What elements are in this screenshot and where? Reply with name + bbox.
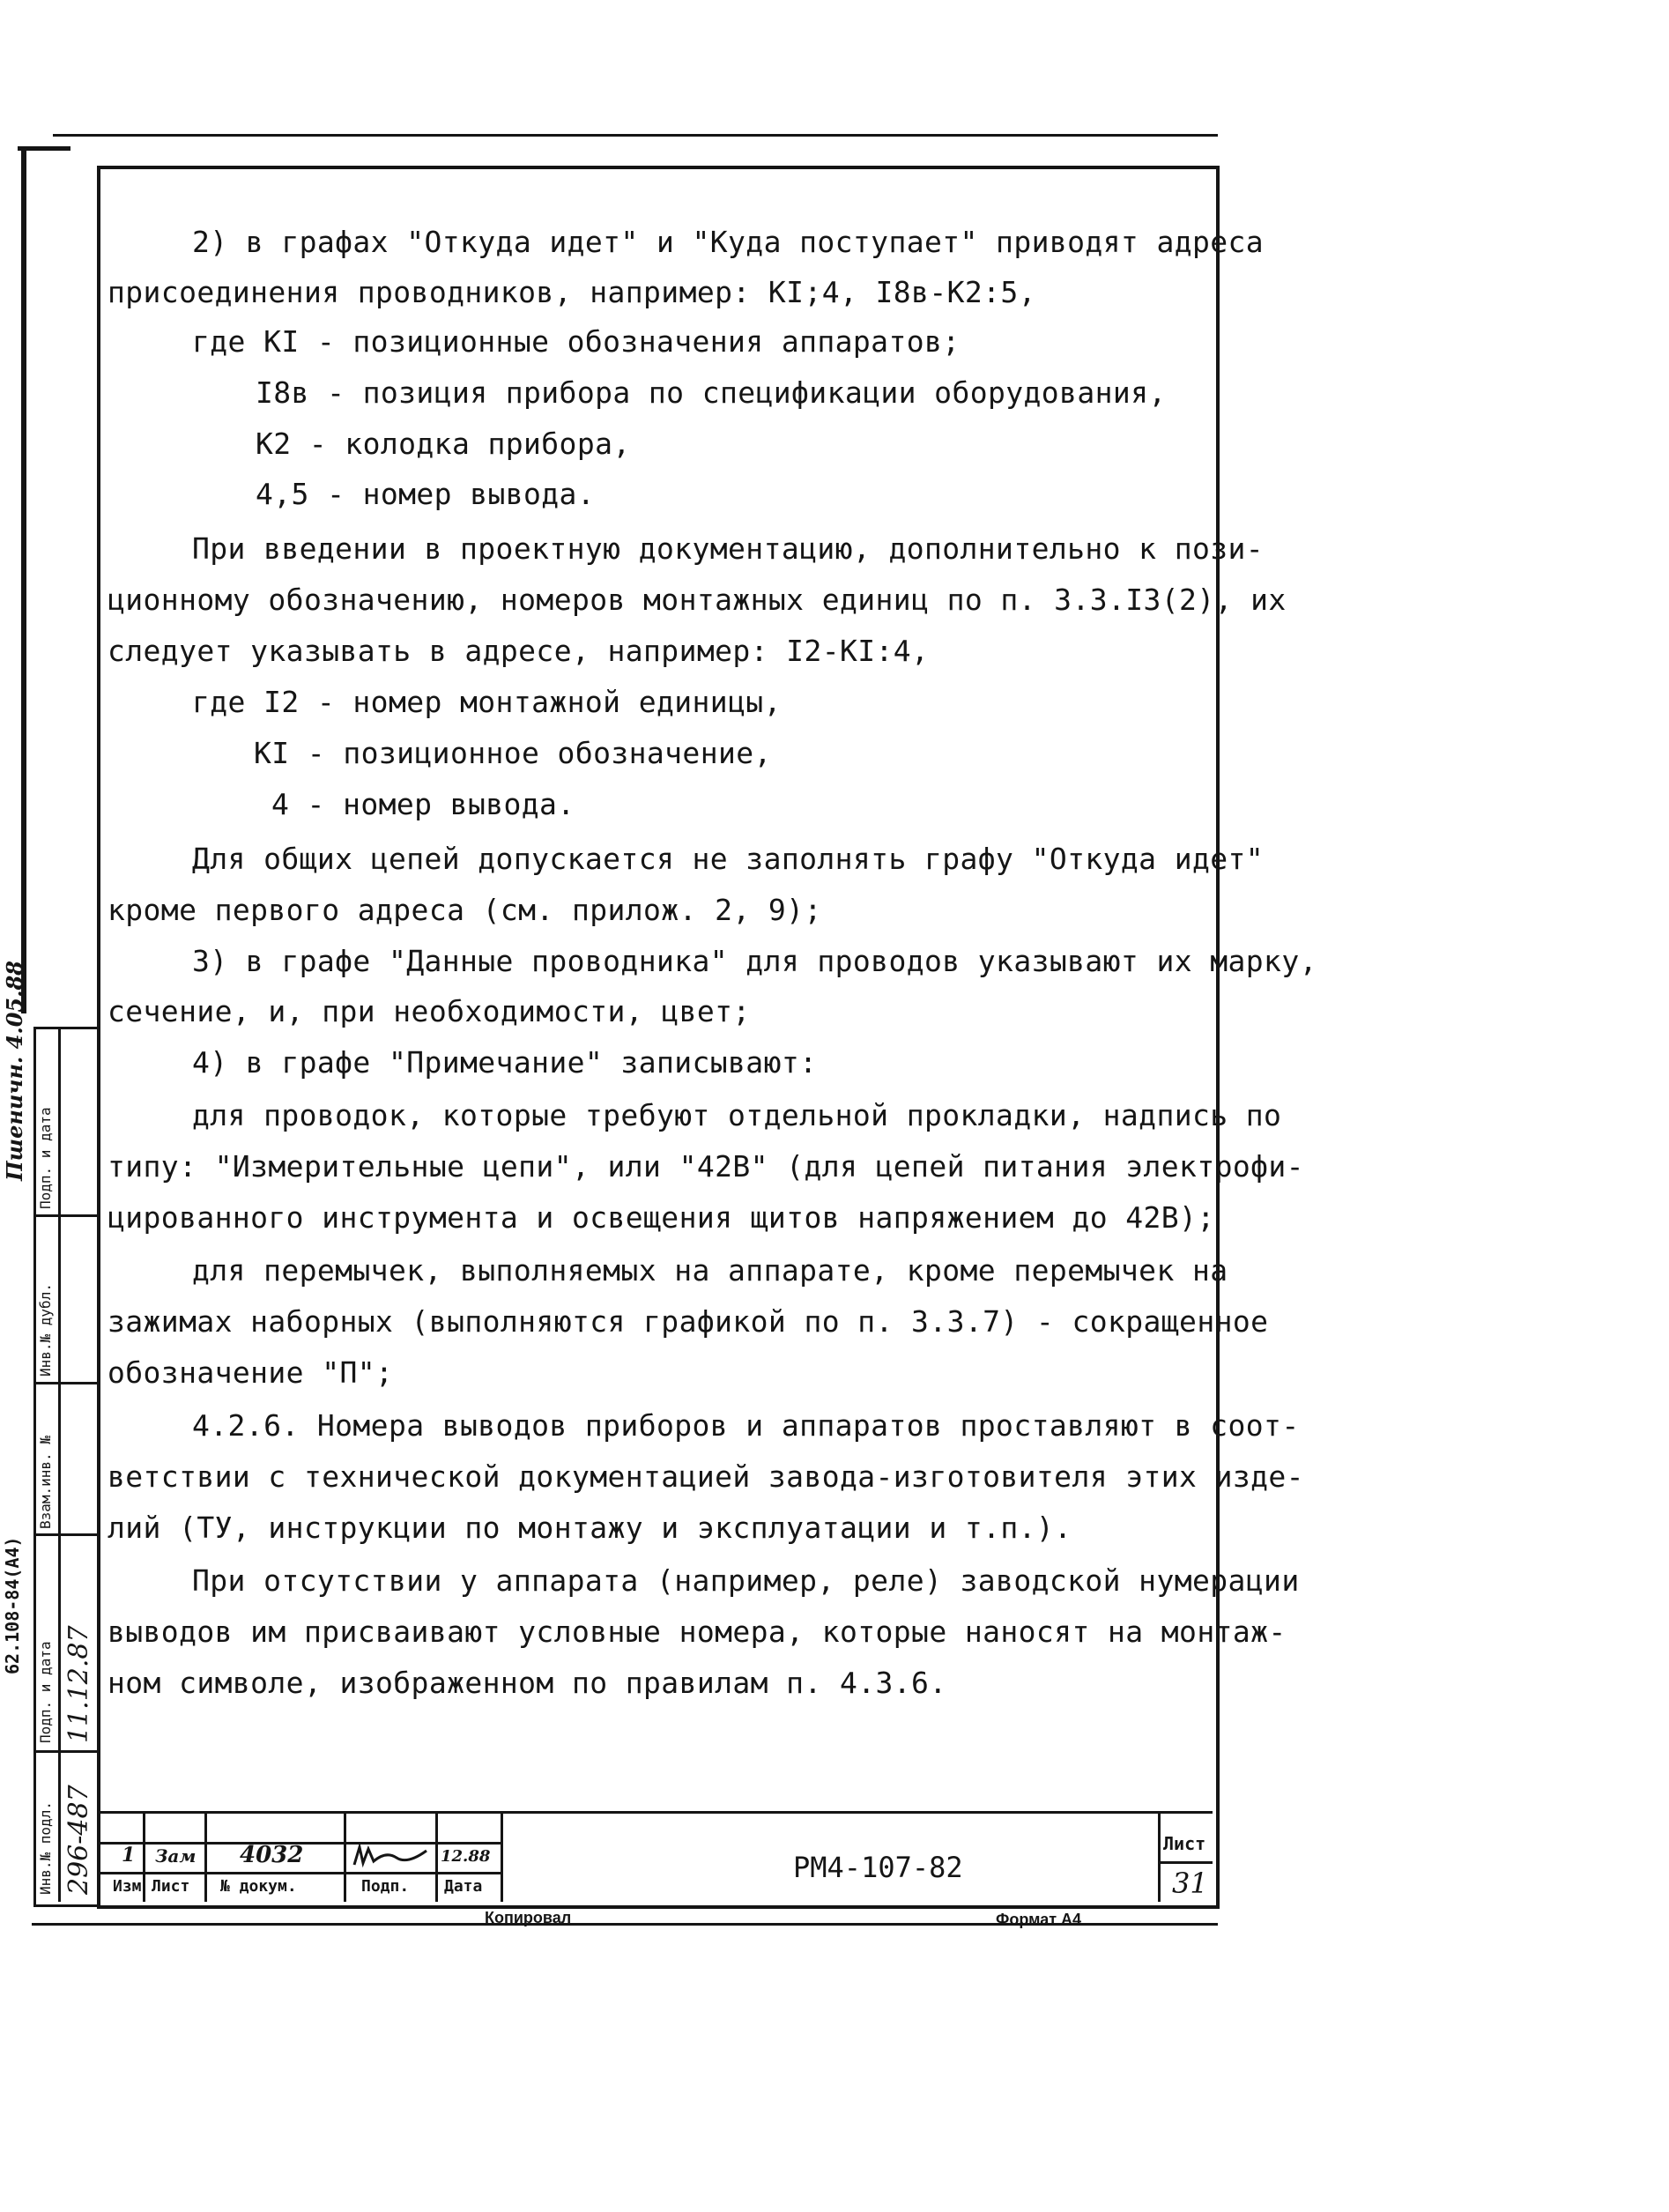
- text-line: ветствии с технической документацией завода-изготовителя этих изде-: [108, 1459, 1304, 1494]
- text-line: цированного инструмента и освещения щитов напряжением до 42В);: [108, 1200, 1215, 1235]
- text-line: 4,5 - номер вывода.: [256, 477, 596, 511]
- title-block-col-rule: [501, 1811, 503, 1902]
- footer-format: Формат А4: [996, 1911, 1082, 1928]
- header-signature: Подп.: [361, 1877, 410, 1896]
- header-izm: Изм: [113, 1877, 142, 1896]
- side-label-inv-podl: Инв.№ подл.: [37, 1801, 54, 1895]
- text-line: 2) в графах "Откуда идет" и "Куда поступает" приводят адреса: [192, 225, 1265, 259]
- document-code: РМ4-107-82: [793, 1851, 963, 1884]
- text-line: ном символе, изображенном по правилам п. 4.3.6.: [108, 1666, 947, 1700]
- text-line: 4 - номер вывода.: [271, 787, 575, 821]
- text-line: следует указывать в адресе, например: I2-КI:4,: [108, 634, 930, 668]
- side-stamp-cell-rule: [33, 1382, 97, 1384]
- side-label-podp-data: Подп. и дата: [37, 1641, 54, 1743]
- revision-number: 1: [122, 1844, 136, 1867]
- text-line: где КI - позиционные обозначения аппаратов;: [192, 324, 961, 359]
- header-doc-number: № докум.: [220, 1877, 297, 1896]
- revision-signature: [351, 1842, 430, 1870]
- form-code: 62.108-84(A4): [2, 1536, 23, 1674]
- footer-copied: Копировал: [485, 1909, 572, 1926]
- side-label-podp-data-2: Подп. и дата: [37, 1107, 54, 1209]
- text-line: I8в - позиция прибора по спецификации оборудования,: [256, 375, 1167, 410]
- side-stamp-cell-rule: [33, 1750, 97, 1753]
- text-line: выводов им присваивают условные номера, которые наносят на монтаж-: [108, 1614, 1287, 1649]
- text-line: для проводок, которые требуют отдельной прокладки, надпись по: [192, 1098, 1282, 1132]
- title-block-col-rule: [344, 1811, 346, 1902]
- sheet-number: 31: [1172, 1867, 1208, 1900]
- text-line: обозначение "П";: [108, 1355, 394, 1390]
- binding-edge: [21, 150, 26, 1013]
- text-line: ционному обозначению, номеров монтажных единиц по п. 3.3.I3(2), их: [108, 583, 1287, 617]
- revision-sheet: Зам: [155, 1845, 197, 1867]
- handwritten-date: 11.12.87: [63, 1625, 94, 1743]
- text-line: сечение, и, при необходимости, цвет;: [108, 994, 751, 1028]
- text-line: 4) в графе "Примечание" записывают:: [192, 1045, 818, 1080]
- text-line: лий (ТУ, инструкции по монтажу и эксплуатации и т.п.).: [108, 1511, 1072, 1545]
- title-block-col-rule: [435, 1811, 438, 1902]
- title-block-sheet-rule: [1158, 1861, 1213, 1864]
- title-block-top-rule: [97, 1811, 1213, 1814]
- handwritten-inv-number: 296-487: [63, 1785, 94, 1895]
- text-line: присоединения проводников, например: КI;4, I8в-К2:5,: [108, 275, 1036, 309]
- text-line: для перемычек, выполняемых на аппарате, кроме перемычек на: [192, 1253, 1228, 1288]
- text-line: кроме первого адреса (см. прилож. 2, 9);: [108, 893, 822, 927]
- text-line: зажимах наборных (выполняются графикой по п. 3.3.7) - сокращенное: [108, 1304, 1269, 1339]
- text-line: КI - позиционное обозначение,: [254, 736, 772, 770]
- side-stamp-cell-rule: [33, 1533, 97, 1536]
- text-line: При отсутствии у аппарата (например, реле) заводской нумерации: [192, 1563, 1300, 1598]
- title-block-col-rule: [204, 1811, 207, 1902]
- header-date: Дата: [444, 1877, 483, 1896]
- handwritten-signature-note: Пшеничн. 4.05.88: [2, 961, 27, 1181]
- title-block-row-rule: [97, 1872, 502, 1874]
- text-line: где I2 - номер монтажной единицы,: [192, 685, 782, 719]
- top-rule: [53, 134, 1218, 137]
- title-block-col-rule: [1158, 1811, 1161, 1902]
- text-line: типу: "Измерительные цепи", или "42В" (для цепей питания электрофи-: [108, 1149, 1304, 1184]
- text-line: Для общих цепей допускается не заполнять графу "Откуда идет": [192, 842, 1265, 876]
- revision-doc-number: 4032: [240, 1842, 304, 1868]
- sheet-label: Лист: [1163, 1833, 1206, 1854]
- side-label-vzam-inv: Взам.инв. №: [37, 1436, 54, 1529]
- title-block-col-rule: [143, 1811, 145, 1902]
- side-label-inv-dubl: Инв.№ дубл.: [37, 1283, 54, 1377]
- text-line: При введении в проектную документацию, дополнительно к пози-: [192, 531, 1265, 566]
- revision-date: 12.88: [441, 1847, 491, 1866]
- text-line: К2 - колодка прибора,: [256, 427, 631, 461]
- text-line: 4.2.6. Номера выводов приборов и аппаратов проставляют в соот-: [192, 1408, 1300, 1443]
- header-list: Лист: [152, 1877, 190, 1896]
- text-line: 3) в графе "Данные проводника" для проводов указывают их марку,: [192, 944, 1317, 978]
- side-stamp-divider: [58, 1027, 61, 1902]
- side-stamp-cell-rule: [33, 1214, 97, 1217]
